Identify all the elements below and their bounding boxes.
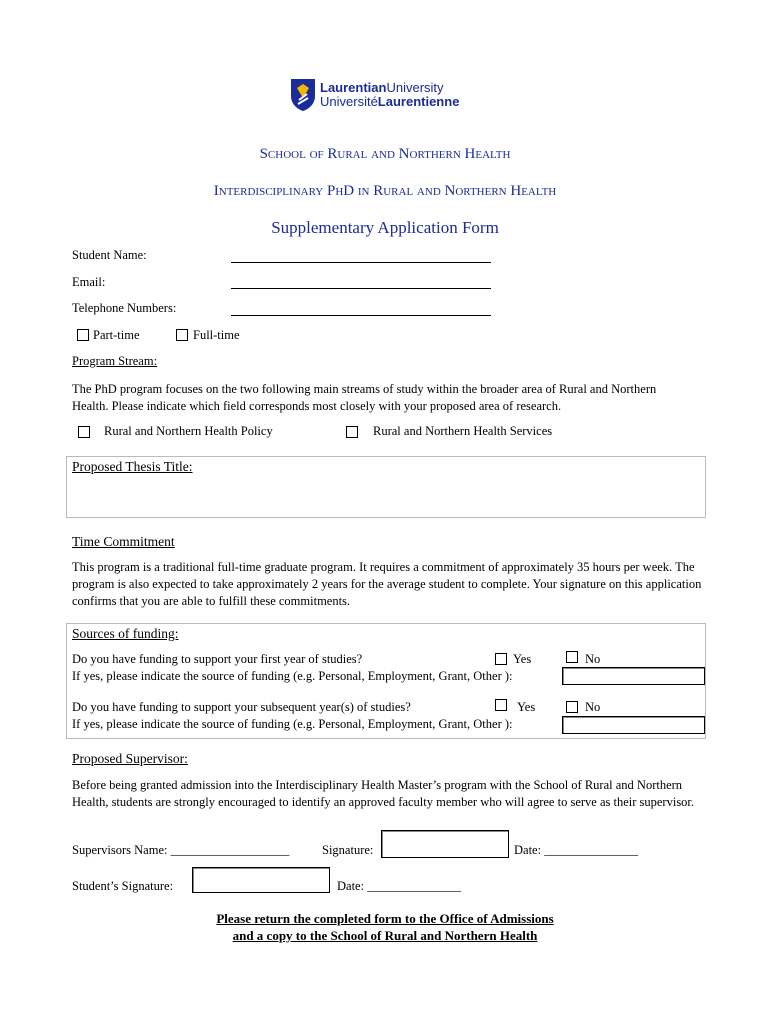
email-label: Email: (72, 275, 106, 289)
student-name-field[interactable] (231, 262, 491, 263)
q1-no-checkbox[interactable] (566, 651, 578, 663)
logo-line1-bold: Laurentian (320, 80, 387, 95)
telephone-field[interactable] (231, 315, 491, 316)
supervisor-name-label: Supervisors Name: ___________________ (72, 843, 290, 857)
part-time-checkbox[interactable] (77, 329, 89, 341)
student-signature-label: Student’s Signature: (72, 879, 174, 893)
supervisor-text: Before being granted admission into the Interdisciplinary Health Master’s program with the School of Rural and Northern Health, students are strongly encouraged to identify an approved faculty member who will agree to serve as their supervisor. (72, 778, 695, 809)
logo-text (320, 81, 459, 109)
program-stream-heading: Program Stream: (72, 354, 158, 368)
time-commitment-text: This program is a traditional full-time graduate program. It requires a commitment of approximately 35 hours per week. The program is also expected to take approximately 2 years for the average student to complete. Your signature on this application confirms that you are able to fulfill these commitments. (72, 560, 702, 608)
form-title: Supplementary Application Form (271, 218, 499, 237)
q2-source-field[interactable] (562, 716, 705, 734)
q2-no-checkbox[interactable] (566, 701, 578, 713)
telephone-label: Telephone Numbers: (72, 301, 177, 315)
funding-heading: Sources of funding: (72, 626, 179, 641)
q2-no-label: No (585, 700, 601, 714)
q2-yes-label: Yes (517, 700, 536, 714)
policy-label: Rural and Northern Health Policy (104, 424, 273, 438)
q1-source-field[interactable] (562, 667, 705, 685)
university-logo (290, 78, 490, 114)
email-field[interactable] (231, 288, 491, 289)
services-checkbox[interactable] (346, 426, 358, 438)
logo-line2-regular: Université (320, 94, 378, 109)
policy-checkbox[interactable] (78, 426, 90, 438)
q2-yes-checkbox[interactable] (495, 699, 507, 711)
student-name-label: Student Name: (72, 248, 147, 262)
q1-no-label: No (585, 652, 601, 666)
logo-line2-bold: Laurentienne (377, 94, 460, 109)
funding-q2-source: If yes, please indicate the source of funding (e.g. Personal, Employment, Grant, Other ): (72, 717, 513, 731)
student-date-label: Date: _______________ (337, 879, 461, 893)
full-time-checkbox[interactable] (176, 329, 188, 341)
supervisor-signature-label: Signature: (322, 843, 374, 857)
supervisor-date-label: Date: _______________ (514, 843, 638, 857)
part-time-label: Part-time (93, 328, 140, 342)
funding-q1-source: If yes, please indicate the source of funding (e.g. Personal, Employment, Grant, Other ): (72, 669, 513, 683)
q1-yes-checkbox[interactable] (495, 653, 507, 665)
services-label: Rural and Northern Health Services (373, 424, 553, 438)
full-time-label: Full-time (193, 328, 240, 342)
q1-yes-label: Yes (513, 652, 532, 666)
funding-q1: Do you have funding to support your first year of studies? (72, 652, 363, 666)
program-stream-description: The PhD program focuses on the two following main streams of study within the broader area of Rural and Northern Health. Please indicate which field corresponds most closely with your proposed area of research. (72, 382, 657, 413)
logo-line1-regular: University (386, 80, 444, 95)
footer-line1: Please return the completed form to the Office of Admissions (216, 911, 554, 926)
school-heading: School of Rural and Northern Health (259, 146, 511, 162)
supervisor-heading: Proposed Supervisor: (72, 751, 188, 766)
supervisor-signature-field[interactable] (381, 830, 509, 858)
thesis-title-label: Proposed Thesis Title: (72, 459, 193, 474)
time-commitment-heading: Time Commitment (72, 534, 175, 549)
program-heading: Interdisciplinary PhD in Rural and Northern Health (213, 183, 557, 199)
student-signature-field[interactable] (192, 867, 330, 893)
shield-icon (290, 78, 316, 112)
footer-line2: and a copy to the School of Rural and Northern Health (232, 928, 538, 943)
funding-q2: Do you have funding to support your subsequent year(s) of studies? (72, 700, 411, 714)
